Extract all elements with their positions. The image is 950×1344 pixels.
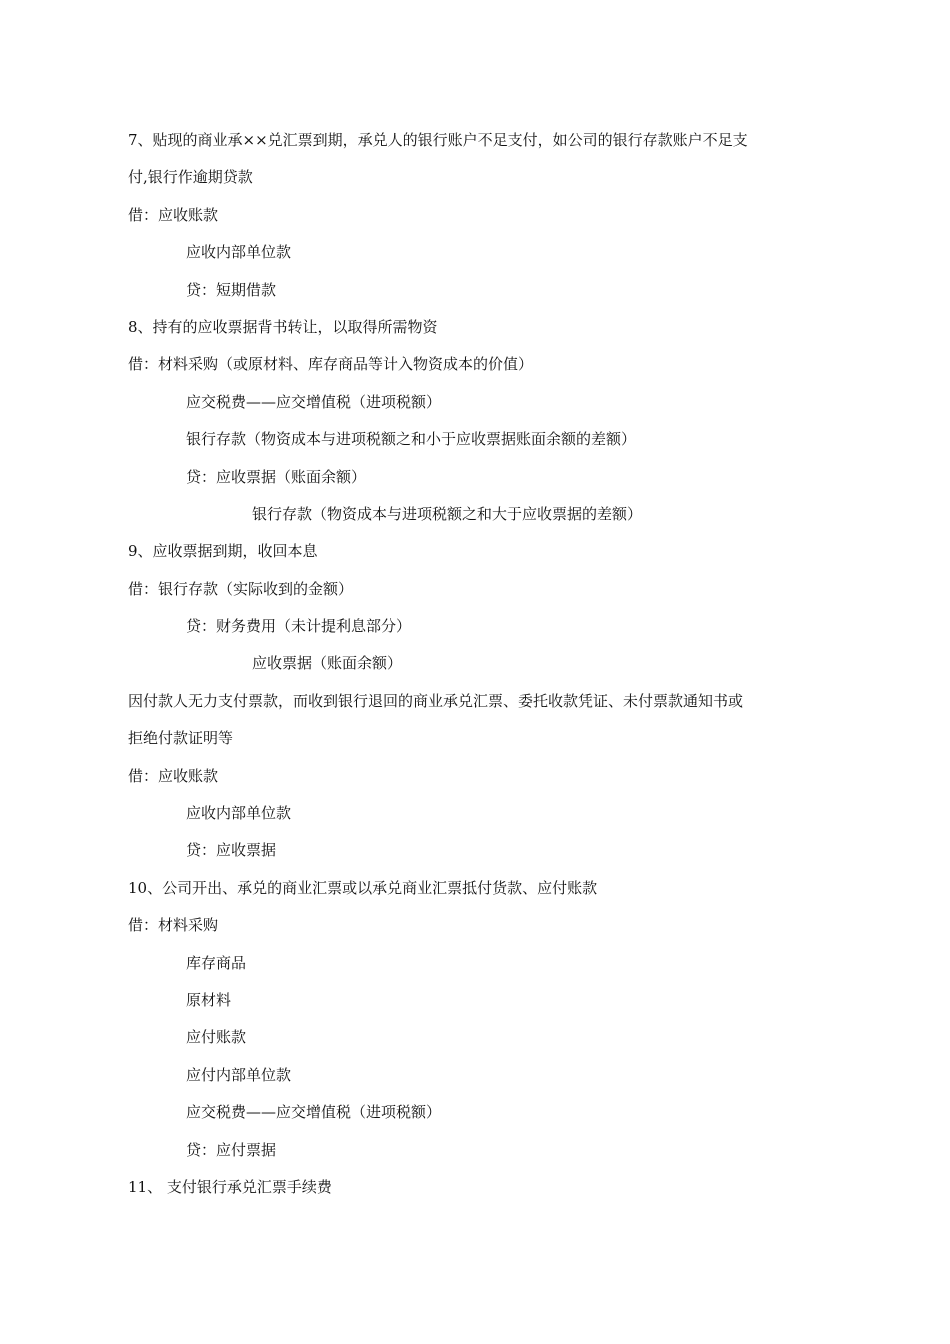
text-line: 7、贴现的商业承××兑汇票到期，承兑人的银行账户不足支付，如公司的银行存款账户不足支: [128, 131, 748, 149]
text-line: 借：应收账款: [128, 205, 219, 224]
text-line: 应交税费——应交增值税（进项税额）: [186, 1103, 442, 1122]
text-line: 银行存款（物资成本与进项税额之和大于应收票据的差额）: [252, 504, 643, 523]
text-line: 应交税费——应交增值税（进项税额）: [186, 392, 442, 411]
text-line: 应收内部单位款: [186, 804, 292, 823]
text-line: 因付款人无力支付票款，而收到银行退回的商业承兑汇票、委托收款凭证、未付票款通知书或: [128, 691, 744, 710]
text-line: 贷：应付票据: [186, 1140, 277, 1159]
text-line: 8、持有的应收票据背书转让，以取得所需物资: [128, 317, 438, 336]
text-line: 应收内部单位款: [186, 243, 292, 262]
text-line: 借：银行存款（实际收到的金额）: [128, 579, 354, 598]
text-line: 贷：应收票据（账面余额）: [186, 467, 367, 486]
text-line: 11、 支付银行承兑汇票手续费: [128, 1177, 332, 1196]
text-line: 借：应收账款: [128, 766, 219, 785]
text-line: 付,银行作逾期贷款: [128, 168, 253, 187]
text-line: 贷：短期借款: [186, 280, 277, 299]
text-line: 10、公司开出、承兑的商业汇票或以承兑商业汇票抵付货款、应付账款: [128, 878, 598, 897]
text-line: 借：材料采购: [128, 916, 219, 935]
text-line: 贷：应收票据: [186, 841, 277, 860]
text-line: 应收票据（账面余额）: [252, 654, 403, 673]
document-body: [128, 122, 828, 1206]
text-line: 库存商品: [186, 953, 247, 972]
text-line: 贷：财务费用（未计提利息部分）: [186, 617, 412, 636]
text-line: 应付内部单位款: [186, 1065, 292, 1084]
text-line: 原材料: [186, 990, 232, 1009]
text-line: 借：材料采购（或原材料、库存商品等计入物资成本的价值）: [128, 355, 534, 374]
text-line: 应付账款: [186, 1028, 247, 1047]
text-line: 拒绝付款证明等: [128, 729, 234, 748]
text-line: 银行存款（物资成本与进项税额之和小于应收票据账面余额的差额）: [186, 430, 637, 449]
text-line: 9、应收票据到期，收回本息: [128, 542, 318, 561]
